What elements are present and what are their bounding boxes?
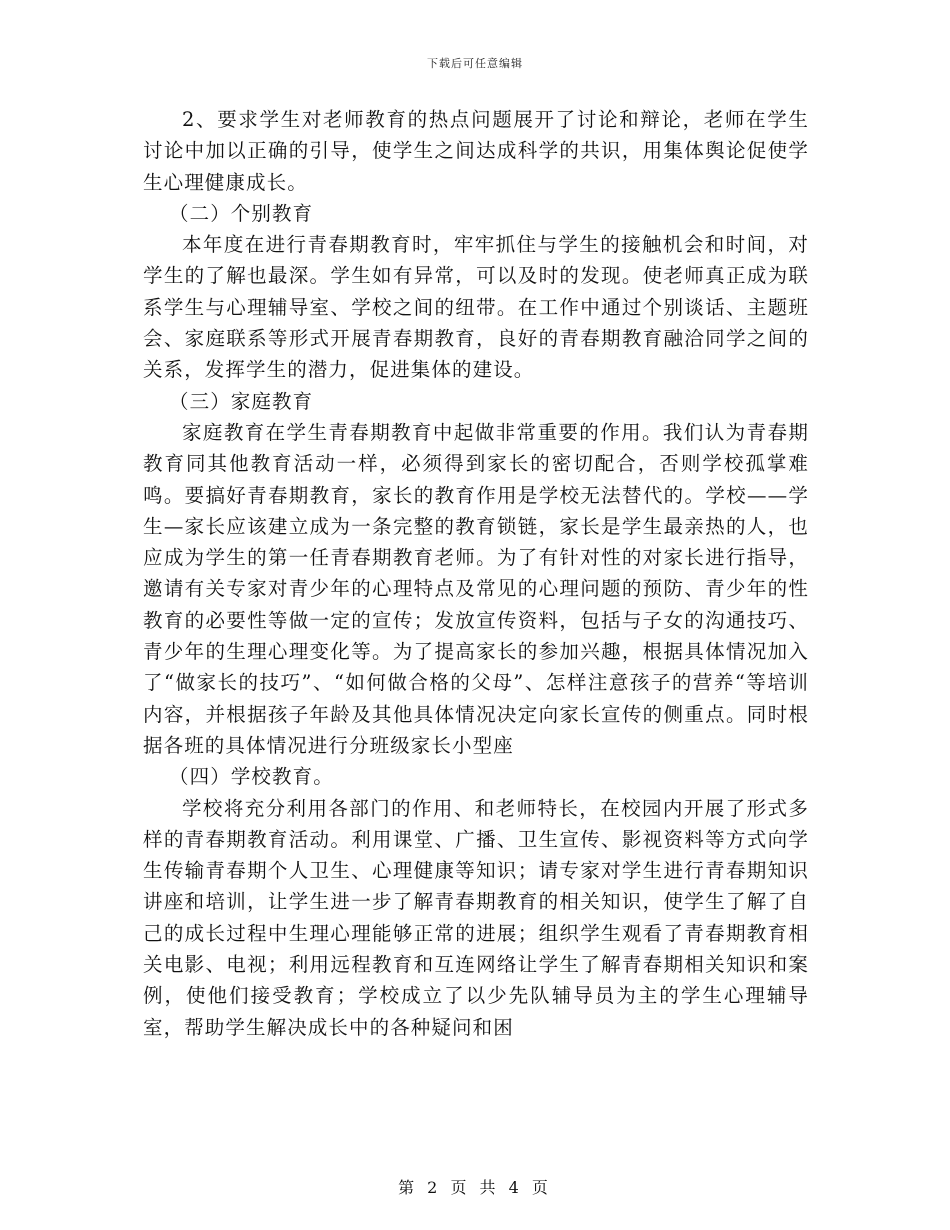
paragraph-discussion: 2、要求学生对老师教育的热点问题展开了讨论和辩论，老师在学生讨论中加以正确的引导，使学生之间达成科学的共识，用集体舆论促使学生心理健康成长。 bbox=[143, 108, 809, 194]
page-number-footer: 第 2 页 共 4 页 bbox=[398, 1178, 552, 1197]
section-heading-individual-education: （二）个别教育 bbox=[169, 201, 314, 225]
paragraph-school-education: 学校将充分利用各部门的作用、和老师特长，在校园内开展了形式多样的青春期教育活动。利用课堂、广播、卫生宣传、影视资料等方式向学生传输青春期个人卫生、心理健康等知识；请专家对学生进行青春期知识讲座和培训，让学生进一步了解青春期教育的相关知识，使学生了解了自己的成长过程中生理心理能够正常的进展；组织学生观看了青春期教育相关电影、电视；利用远程教育和互连网络让学生了解青春期相关知识和案例，使他们接受教育；学校成立了以少先队辅导员为主的学生心理辅导室，帮助学生解决成长中的各种疑问和困 bbox=[143, 796, 809, 1039]
document-body bbox=[143, 104, 809, 1043]
paragraph-individual-education: 本年度在进行青春期教育时，牢牢抓住与学生的接触机会和时间，对学生的了解也最深。学生如有异常，可以及时的发现。使老师真正成为联系学生与心理辅导室、学校之间的纽带。在工作中通过个别谈话、主题班会、家庭联系等形式开展青春期教育，良好的青春期教育融洽同学之间的关系，发挥学生的潜力，促进集体的建设。 bbox=[143, 233, 809, 382]
page-header: 下载后可任意编辑 bbox=[427, 57, 523, 70]
paragraph-family-education: 家庭教育在学生青春期教育中起做非常重要的作用。我们认为青春期教育同其他教育活动一样，必须得到家长的密切配合，否则学校孤掌难鸣。要搞好青春期教育，家长的教育作用是学校无法替代的。学校——学生—家长应该建立成为一条完整的教育锁链，家长是学生最亲热的人，也应成为学生的第一任青春期教育老师。为了有针对性的对家长进行指导，邀请有关专家对青少年的心理特点及常见的心理问题的预防、青少年的性教育的必要性等做一定的宣传；发放宣传资料，包括与子女的沟通技巧、青少年的生理心理变化等。为了提高家长的参加兴趣，根据具体情况加入了“做家长的技巧”、“如何做合格的父母”、怎样注意孩子的营养“等培训内容，并根据孩子年龄及其他具体情况决定向家长宣传的侧重点。同时根据各班的具体情况进行分班级家长小型座 bbox=[143, 420, 809, 757]
section-heading-family-education: （三）家庭教育 bbox=[169, 389, 314, 413]
section-heading-school-education: （四）学校教育。 bbox=[169, 765, 334, 789]
